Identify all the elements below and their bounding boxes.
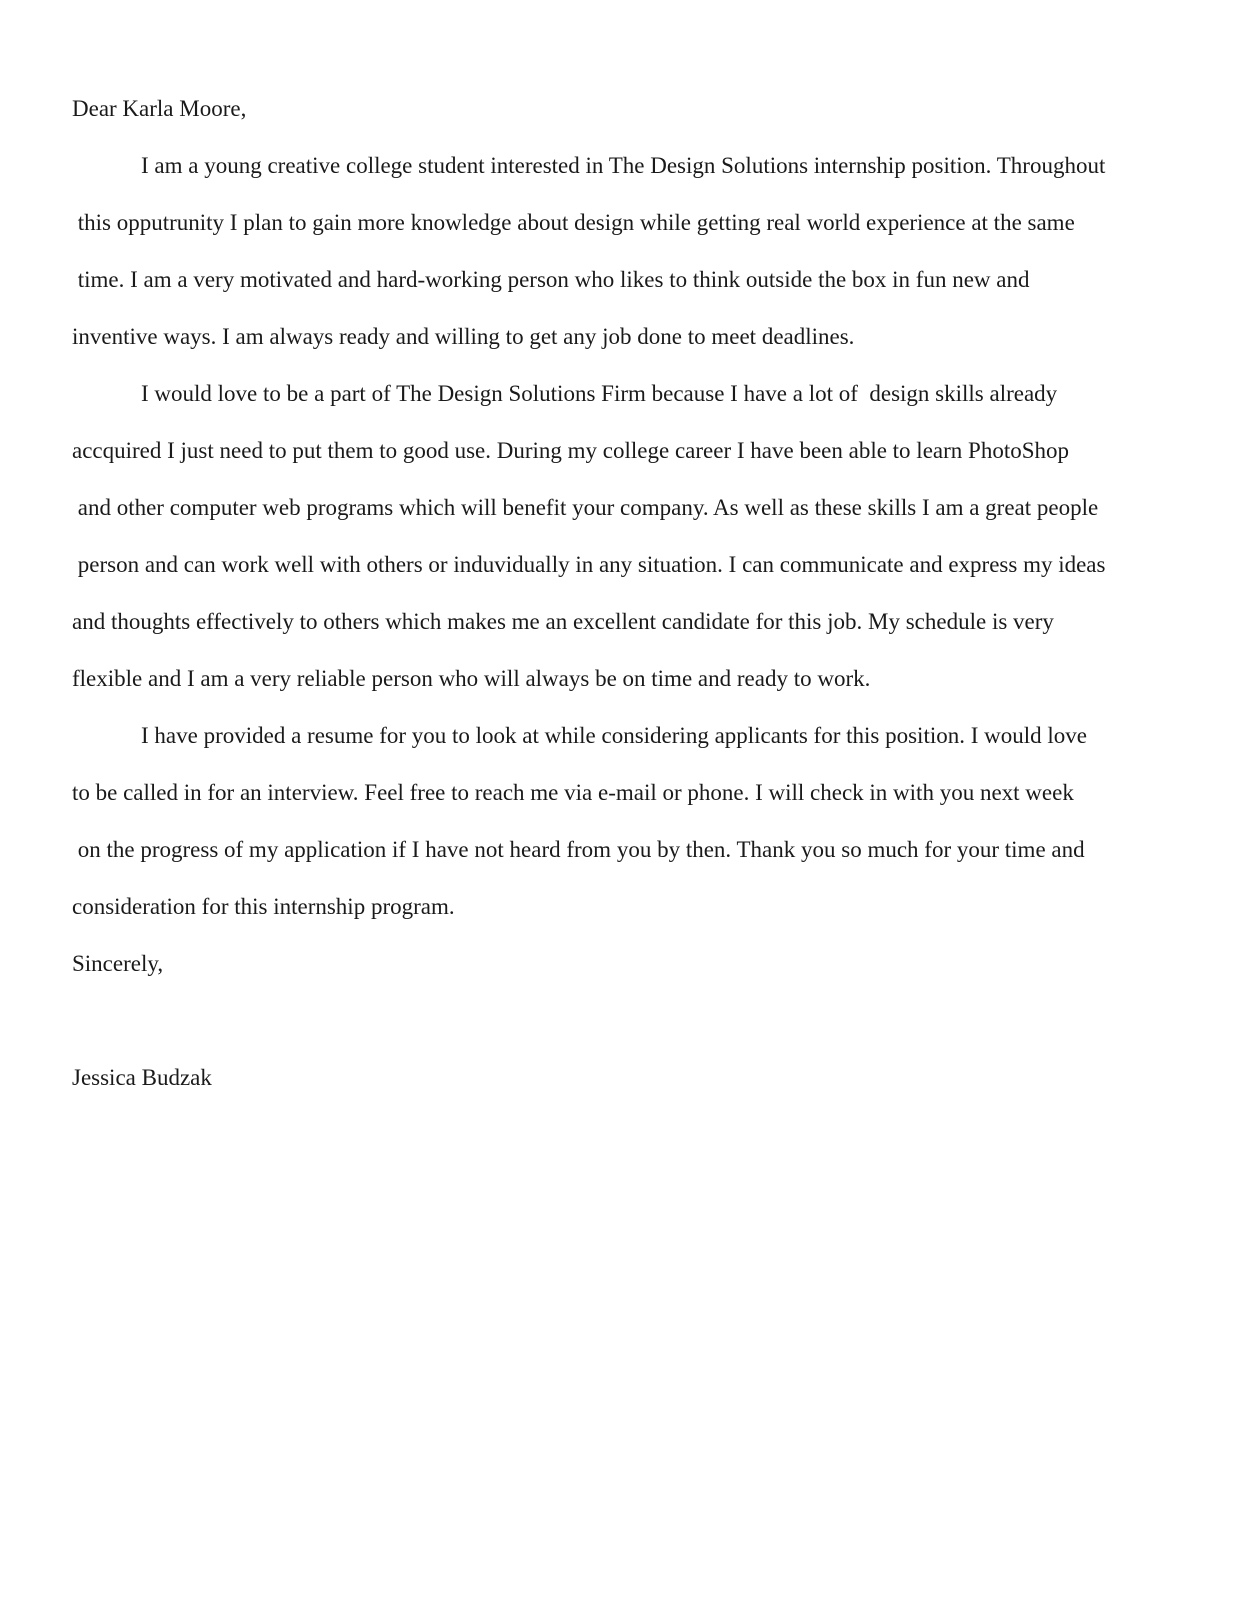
paragraph-1-line-4: inventive ways. I am always ready and willing to get any job done to meet deadlines. — [72, 324, 855, 349]
paragraph-3-line-3: on the progress of my application if I have not heard from you by then. Thank you so much for your time and — [72, 837, 1085, 862]
paragraph-2-line-1: I would love to be a part of The Design Solutions Firm because I have a lot of design skills already — [72, 381, 1058, 406]
paragraph-3-line-2: to be called in for an interview. Feel free to reach me via e-mail or phone. I will check in with you next week — [72, 780, 1074, 805]
signature-name: Jessica Budzak — [72, 1065, 212, 1090]
paragraph-2-line-5: and thoughts effectively to others which makes me an excellent candidate for this job. My schedule is very — [72, 609, 1054, 634]
paragraph-2-line-4: person and can work well with others or induvidually in any situation. I can communicate and express my ideas — [72, 552, 1106, 577]
paragraph-1-line-1: I am a young creative college student interested in The Design Solutions internship position. Throughout — [72, 153, 1106, 178]
salutation: Dear Karla Moore, — [72, 96, 247, 121]
paragraph-3-line-4: consideration for this internship program. — [72, 894, 455, 919]
paragraph-3-line-1: I have provided a resume for you to look at while considering applicants for this position. I would love — [72, 723, 1087, 748]
paragraph-1-line-3: time. I am a very motivated and hard-working person who likes to think outside the box in fun new and — [72, 267, 1030, 292]
paragraph-1-line-2: this opputrunity I plan to gain more knowledge about design while getting real world experience at the same — [72, 210, 1075, 235]
paragraph-2-line-6: flexible and I am a very reliable person who will always be on time and ready to work. — [72, 666, 871, 691]
paragraph-2-line-3: and other computer web programs which will benefit your company. As well as these skills I am a great people — [72, 495, 1099, 520]
paragraph-2-line-2: accquired I just need to put them to good use. During my college career I have been able to learn PhotoShop — [72, 438, 1069, 463]
closing: Sincerely, — [72, 951, 164, 976]
